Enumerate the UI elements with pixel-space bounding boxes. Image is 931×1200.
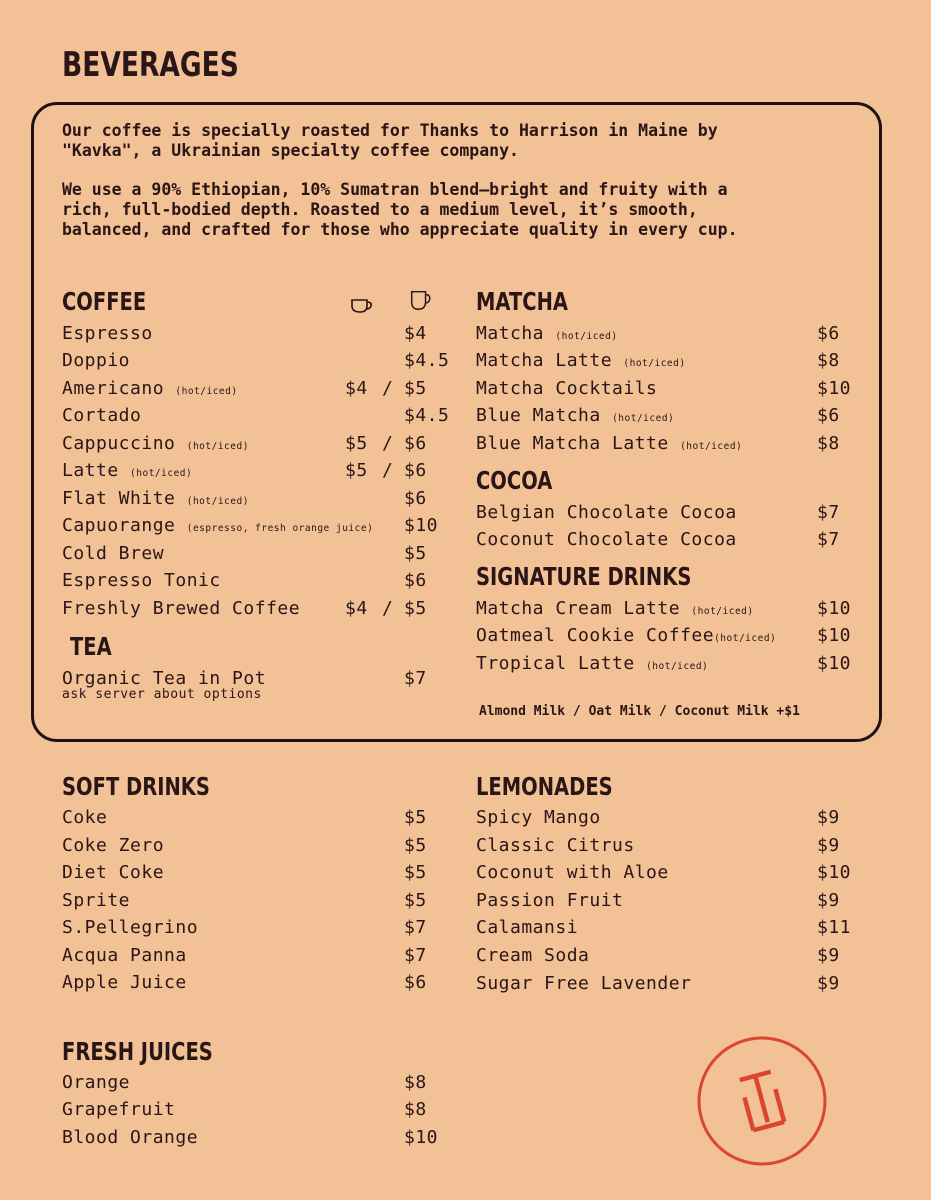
price-separator: /	[382, 433, 394, 454]
item-note: (hot/iced)	[646, 661, 709, 672]
item-note: (hot/iced)	[612, 413, 675, 424]
menu-item-americano	[62, 378, 238, 403]
item-price: $6	[817, 323, 840, 344]
item-name: Oatmeal Cookie Coffee	[476, 625, 715, 646]
item-price: $9	[817, 890, 840, 911]
menu-item-grapefruit: Grapefruit	[62, 1099, 176, 1120]
page-title: BEVERAGES	[62, 45, 239, 85]
item-price: $5	[404, 598, 427, 619]
menu-item-sprite: Sprite	[62, 890, 131, 911]
menu-item-cold-brew	[62, 543, 164, 565]
menu-item-capuorange	[62, 515, 373, 540]
item-price: $6	[404, 433, 427, 454]
item-price: $5	[404, 378, 427, 399]
menu-item-acqua-panna: Acqua Panna	[62, 945, 187, 966]
intro-line: We use a 90% Ethiopian, 10% Sumatran blend—bright and fruity with a	[62, 180, 728, 199]
item-price: $5	[404, 862, 427, 883]
item-price: $8	[817, 350, 840, 371]
item-name: Matcha	[476, 323, 545, 344]
item-price: $6	[404, 570, 427, 591]
item-price: $10	[817, 625, 852, 646]
item-note: (hot/iced)	[186, 441, 249, 452]
cocoa-section-title: COCOA	[476, 466, 553, 495]
item-name: Freshly Brewed Coffee	[62, 598, 301, 619]
item-subnote: ask server about options	[62, 687, 262, 702]
item-price: $10	[404, 515, 439, 536]
menu-item-matcha-cocktails	[476, 378, 657, 400]
menu-item-matcha	[476, 323, 618, 348]
price-separator: /	[382, 460, 394, 481]
item-note: (hot/iced)	[186, 496, 249, 507]
menu-item-blood-orange: Blood Orange	[62, 1127, 199, 1148]
intro-paragraph-2	[62, 180, 738, 240]
intro-line: rich, full-bodied depth. Roasted to a medium level, it’s smooth,	[62, 200, 698, 219]
menu-item-flat-white	[62, 488, 249, 513]
item-name: Blue Matcha Latte	[476, 433, 669, 454]
th-monogram-logo	[696, 1035, 828, 1167]
menu-item-oatmeal-cookie-coffee	[476, 625, 776, 650]
item-price: $11	[817, 917, 852, 938]
menu-item-coke-zero: Coke Zero	[62, 835, 165, 856]
item-price-small: $5	[345, 433, 368, 454]
item-price: $4.5	[404, 350, 450, 371]
menu-item-espresso	[62, 323, 153, 345]
item-price-small: $4	[345, 378, 368, 399]
menu-item-orange: Orange	[62, 1072, 131, 1093]
item-price-small: $5	[345, 460, 368, 481]
menu-item-latte	[62, 460, 192, 485]
menu-item-spicy-mango: Spicy Mango	[476, 807, 601, 828]
item-name: Espresso Tonic	[62, 570, 221, 591]
item-name: Matcha Cream Latte	[476, 598, 681, 619]
item-note: (espresso, fresh orange juice)	[186, 523, 374, 534]
menu-item-cortado	[62, 405, 141, 427]
menu-item-matcha-cream-latte	[476, 598, 754, 623]
item-price: $8	[404, 1072, 427, 1093]
item-price: $6	[404, 460, 427, 481]
menu-item-doppio	[62, 350, 130, 372]
item-price: $9	[817, 835, 840, 856]
large-cup-icon	[408, 288, 432, 312]
menu-item-coconut-cocoa: Coconut Chocolate Cocoa	[476, 529, 737, 550]
menu-item-cappuccino	[62, 433, 249, 458]
menu-item-sugar-free-lavender: Sugar Free Lavender	[476, 973, 692, 994]
coffee-section-title: COFFEE	[62, 287, 147, 316]
item-price: $7	[404, 945, 427, 966]
intro-line: Our coffee is specially roasted for Thanks to Harrison in Maine by	[62, 121, 718, 140]
price-separator: /	[382, 378, 394, 399]
menu-item-blue-matcha-latte	[476, 433, 742, 458]
item-price: $6	[817, 405, 840, 426]
matcha-section-title: MATCHA	[476, 287, 569, 316]
menu-item-calamansi: Calamansi	[476, 917, 579, 938]
item-price: $10	[404, 1127, 439, 1148]
milk-options-note: Almond Milk / Oat Milk / Coconut Milk +$1	[479, 704, 800, 719]
item-name: Matcha Cocktails	[476, 378, 658, 399]
menu-item-cream-soda: Cream Soda	[476, 945, 590, 966]
item-name: Capuorange	[62, 515, 176, 536]
item-name: Flat White	[62, 488, 176, 509]
menu-item-freshly-brewed-coffee	[62, 598, 300, 620]
menu-item-apple-juice: Apple Juice	[62, 972, 187, 993]
item-name: Espresso	[62, 323, 153, 344]
item-price-small: $4	[345, 598, 368, 619]
item-price: $10	[817, 862, 852, 883]
menu-item-espresso-tonic	[62, 570, 221, 592]
item-price: $5	[404, 543, 427, 564]
intro-line: balanced, and crafted for those who appreciate quality in every cup.	[62, 220, 738, 239]
menu-item-diet-coke: Diet Coke	[62, 862, 165, 883]
item-price: $8	[404, 1099, 427, 1120]
item-price: $6	[404, 488, 427, 509]
menu-item-organic-tea: Organic Tea in Pot	[62, 668, 267, 689]
item-price: $7	[817, 529, 840, 550]
menu-item-coke: Coke	[62, 807, 108, 828]
item-price: $7	[817, 502, 840, 523]
item-price: $10	[817, 378, 852, 399]
item-note: (hot/iced)	[680, 441, 743, 452]
item-price: $8	[817, 433, 840, 454]
fresh-juices-section-title: FRESH JUICES	[62, 1037, 213, 1066]
item-name: Tropical Latte	[476, 653, 635, 674]
menu-item-s-pellegrino: S.Pellegrino	[62, 917, 199, 938]
item-name: Doppio	[62, 350, 131, 371]
item-name: Matcha Latte	[476, 350, 613, 371]
soft-drinks-section-title: SOFT DRINKS	[62, 772, 210, 801]
item-price: $5	[404, 890, 427, 911]
item-note: (hot/iced)	[691, 606, 754, 617]
item-price: $10	[817, 653, 852, 674]
menu-item-coconut-aloe: Coconut with Aloe	[476, 862, 669, 883]
item-note: (hot/iced)	[555, 331, 618, 342]
item-name: Cappuccino	[62, 433, 176, 454]
item-note: (hot/iced)	[623, 358, 686, 369]
menu-item-blue-matcha	[476, 405, 674, 430]
intro-paragraph-1	[62, 121, 718, 161]
item-note: (hot/iced)	[714, 633, 777, 644]
lemonades-section-title: LEMONADES	[476, 772, 613, 801]
tea-section-title: TEA	[70, 632, 112, 661]
menu-item-classic-citrus: Classic Citrus	[476, 835, 635, 856]
item-price: $9	[817, 973, 840, 994]
small-cup-icon	[350, 293, 374, 317]
menu-item-belgian-cocoa: Belgian Chocolate Cocoa	[476, 502, 737, 523]
menu-item-matcha-latte	[476, 350, 686, 375]
item-price: $4	[404, 323, 427, 344]
menu-item-tropical-latte	[476, 653, 708, 678]
item-price: $9	[817, 945, 840, 966]
item-name: Americano	[62, 378, 165, 399]
price-separator: /	[382, 598, 394, 619]
item-price: $5	[404, 835, 427, 856]
item-name: Cortado	[62, 405, 142, 426]
item-price: $7	[404, 917, 427, 938]
item-price: $10	[817, 598, 852, 619]
item-name: Latte	[62, 460, 119, 481]
item-price: $7	[404, 668, 427, 689]
item-name: Blue Matcha	[476, 405, 601, 426]
signature-section-title: SIGNATURE DRINKS	[476, 562, 692, 591]
item-price: $6	[404, 972, 427, 993]
item-price: $5	[404, 807, 427, 828]
item-price: $9	[817, 807, 840, 828]
item-name: Cold Brew	[62, 543, 165, 564]
item-price: $4.5	[404, 405, 450, 426]
intro-line: "Kavka", a Ukrainian specialty coffee company.	[62, 141, 519, 160]
item-note: (hot/iced)	[130, 468, 193, 479]
item-note: (hot/iced)	[175, 386, 238, 397]
menu-item-passion-fruit: Passion Fruit	[476, 890, 624, 911]
